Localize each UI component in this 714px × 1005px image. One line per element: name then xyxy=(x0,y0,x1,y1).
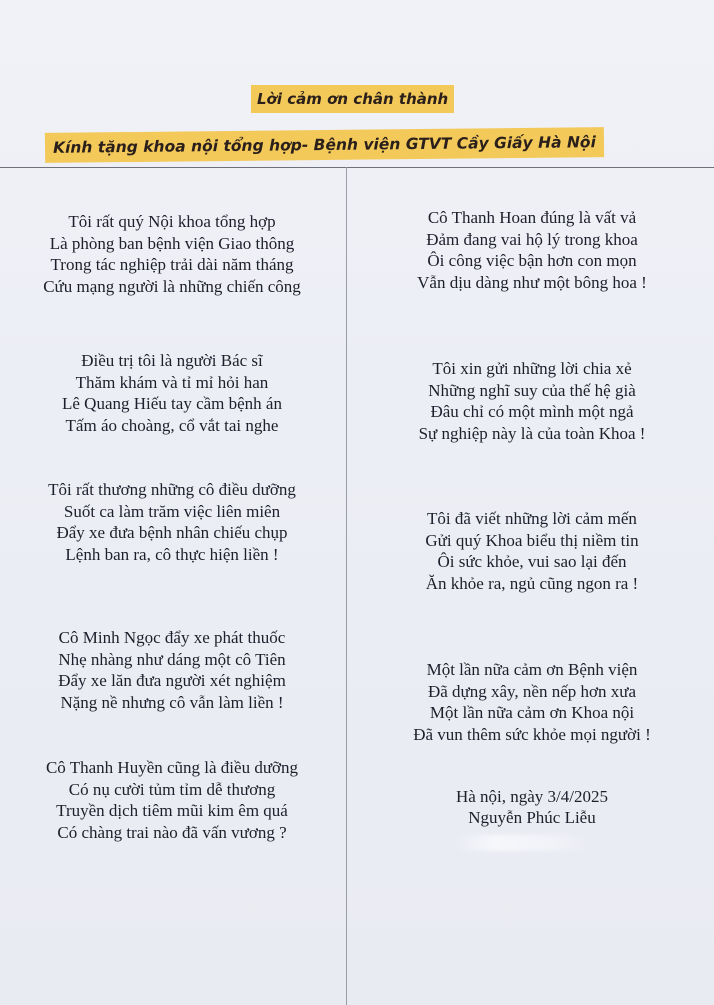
poem-line: Đảm đang vai hộ lý trong khoa xyxy=(426,229,638,249)
poem-line: Lê Quang Hiếu tay cầm bệnh án xyxy=(62,394,282,413)
signature-date: Hà nội, ngày 3/4/2025 xyxy=(455,787,609,806)
left-stanza-3 xyxy=(12,479,332,565)
poem-line: Tấm áo choàng, cổ vắt tai nghe xyxy=(65,415,279,435)
left-stanza-1 xyxy=(12,211,332,297)
poem-line: Ăn khỏe ra, ngủ cũng ngon ra ! xyxy=(425,573,639,593)
poem-line: Một lần nữa cảm ơn Bệnh viện xyxy=(426,660,638,679)
poem-line: Sự nghiệp này là của toàn Khoa ! xyxy=(418,423,646,443)
redacted-text xyxy=(452,835,592,851)
poem-line: Truyền dịch tiêm mũi kim êm quá xyxy=(56,801,288,820)
poem-line: Vẫn dịu dàng như một bông hoa ! xyxy=(417,272,647,292)
poem-line: Nhẹ nhàng như dáng một cô Tiên xyxy=(58,649,286,669)
poem-line: Đã dựng xây, nền nếp hơn xưa xyxy=(427,681,637,701)
poem-line: Ôi công việc bận hơn con mọn xyxy=(427,251,637,270)
right-stanza-2 xyxy=(372,358,692,444)
poem-line: Đâu chỉ có một mình một ngả xyxy=(430,402,634,421)
poem-line: Có nụ cười tủm tỉm dễ thương xyxy=(68,779,276,799)
poem-line: Ôi sức khỏe, vui sao lại đến xyxy=(437,552,627,571)
poem-line: Tôi rất thương những cô điều dưỡng xyxy=(48,480,296,499)
poem-line: Suốt ca làm trăm việc liên miên xyxy=(63,501,281,521)
poem-line: Nặng nề nhưng cô vẫn làm liền ! xyxy=(60,692,284,712)
poem-line: Trong tác nghiệp trải dài năm tháng xyxy=(50,255,294,274)
poem-line: Có chàng trai nào đã vấn vương ? xyxy=(57,822,287,842)
right-stanza-4 xyxy=(372,659,692,745)
poem-line: Cô Minh Ngọc đẩy xe phát thuốc xyxy=(58,628,286,647)
poem-line: Một lần nữa cảm ơn Khoa nội xyxy=(429,703,635,722)
page-title: Lời cảm ơn chân thành xyxy=(251,85,454,113)
left-stanza-2 xyxy=(12,350,332,436)
dedication-line: Kính tặng khoa nội tổng hợp- Bệnh viện GTVT Cầy Giấy Hà Nội xyxy=(45,127,604,163)
poem-line: Đẩy xe đưa bệnh nhân chiếu chụp xyxy=(56,523,288,542)
poem-line: Cô Thanh Huyền cũng là điều dưỡng xyxy=(45,758,299,777)
poem-line: Lệnh ban ra, cô thực hiện liền ! xyxy=(65,544,279,564)
poem-line: Điều trị tôi là người Bác sĩ xyxy=(81,351,263,370)
header-divider xyxy=(0,167,714,168)
signature-name: Nguyễn Phúc Liễu xyxy=(468,808,596,827)
right-stanza-1 xyxy=(372,207,692,293)
left-stanza-5 xyxy=(12,757,332,843)
poem-line: Những nghĩ suy của thế hệ già xyxy=(428,380,636,400)
poem-line: Tôi đã viết những lời cảm mến xyxy=(427,509,637,528)
poem-line: Thăm khám và tỉ mỉ hỏi han xyxy=(75,372,269,392)
poem-line: Đẩy xe lăn đưa người xét nghiệm xyxy=(58,671,286,690)
poem-line: Tôi rất quý Nội khoa tổng hợp xyxy=(68,212,276,231)
left-stanza-4 xyxy=(12,627,332,713)
column-divider xyxy=(346,167,347,1005)
poem-line: Tôi xin gửi những lời chia xẻ xyxy=(432,359,632,378)
poem-line: Là phòng ban bệnh viện Giao thông xyxy=(49,233,295,253)
poem-line: Cô Thanh Hoan đúng là vất vả xyxy=(427,208,637,227)
right-stanza-3 xyxy=(372,508,692,594)
poem-line: Cứu mạng người là những chiến công xyxy=(43,276,301,296)
poem-line: Đã vun thêm sức khỏe mọi người ! xyxy=(413,724,651,744)
poem-line: Gửi quý Khoa biểu thị niềm tin xyxy=(425,530,639,550)
